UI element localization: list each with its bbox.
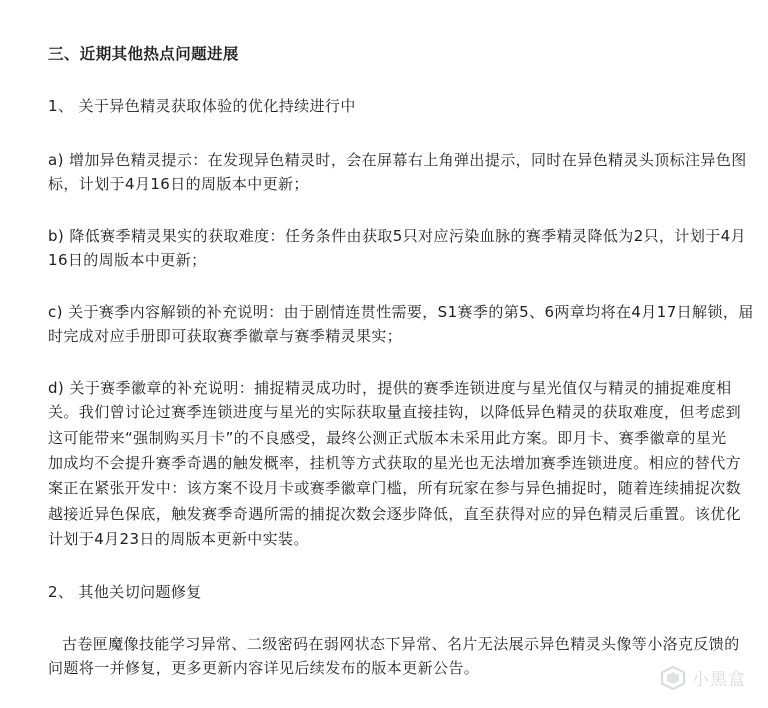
para-d-line-2: 关。我们曾讨论过赛季连锁进度与星光的实际获取量直接挂钩，以降低异色精灵的获取难度，但考虑到	[48, 403, 742, 421]
para-d-line-6: 越接近异色保底，触发赛季奇遇所需的捕捉次数会逐步降低，直至获得对应的异色精灵后重置。该优化	[48, 505, 742, 523]
item1-title: 1、 关于异色精灵获取体验的优化持续进行中	[48, 97, 356, 115]
para-final-line-2: 问题将一并修复，更多更新内容详见后续发布的版本更新公告。	[48, 659, 480, 677]
para-d-line-3: 这可能带来“强制购买月卡”的不良感受，最终公测正式版本未采用此方案。即月卡、赛季徽章的星光	[48, 429, 727, 447]
para-b-line-1: b) 降低赛季精灵果实的获取难度：任务条件由获取5只对应污染血脉的赛季精灵降低为2只，计划于4月	[48, 227, 746, 245]
section-title: 三、近期其他热点问题进展	[48, 45, 239, 63]
para-b-line-2: 16日的周版本中更新；	[48, 251, 207, 269]
heybox-logo-icon	[660, 666, 686, 690]
watermark-text: 小黑盒	[692, 670, 746, 690]
para-d-line-4: 加成均不会提升赛季奇遇的触发概率，挂机等方式获取的星光也无法增加赛季连锁进度。相应的替代方	[48, 454, 742, 472]
para-final-line-1: 古卷匣魔像技能学习异常、二级密码在弱网状态下异常、名片无法展示异色精灵头像等小洛克反馈的	[62, 635, 740, 653]
para-d-line-1: d) 关于赛季徽章的补充说明：捕捉精灵成功时，提供的赛季连锁进度与星光值仅与精灵的捕捉难度相	[48, 379, 732, 397]
para-c-line-1: c) 关于赛季内容解锁的补充说明：由于剧情连贯性需要，S1赛季的第5、6两章均将在4月17日解锁，届	[48, 303, 754, 321]
para-a-line-2: 标，计划于4月16日的周版本中更新；	[48, 175, 309, 193]
para-d-line-5: 案正在紧张开发中：该方案不设月卡或赛季徽章门槛，所有玩家在参与异色捕捉时，随着连续捕捉次数	[48, 479, 742, 497]
para-a-line-1: a) 增加异色精灵提示：在发现异色精灵时，会在屏幕右上角弹出提示，同时在异色精灵头顶标注异色图	[48, 151, 747, 169]
para-c-line-2: 时完成对应手册即可获取赛季徽章与赛季精灵果实；	[48, 327, 403, 345]
item2-title: 2、 其他关切问题修复	[48, 583, 202, 601]
para-d-line-7: 计划于4月23日的周版本更新中实装。	[48, 530, 309, 548]
watermark	[660, 665, 746, 690]
